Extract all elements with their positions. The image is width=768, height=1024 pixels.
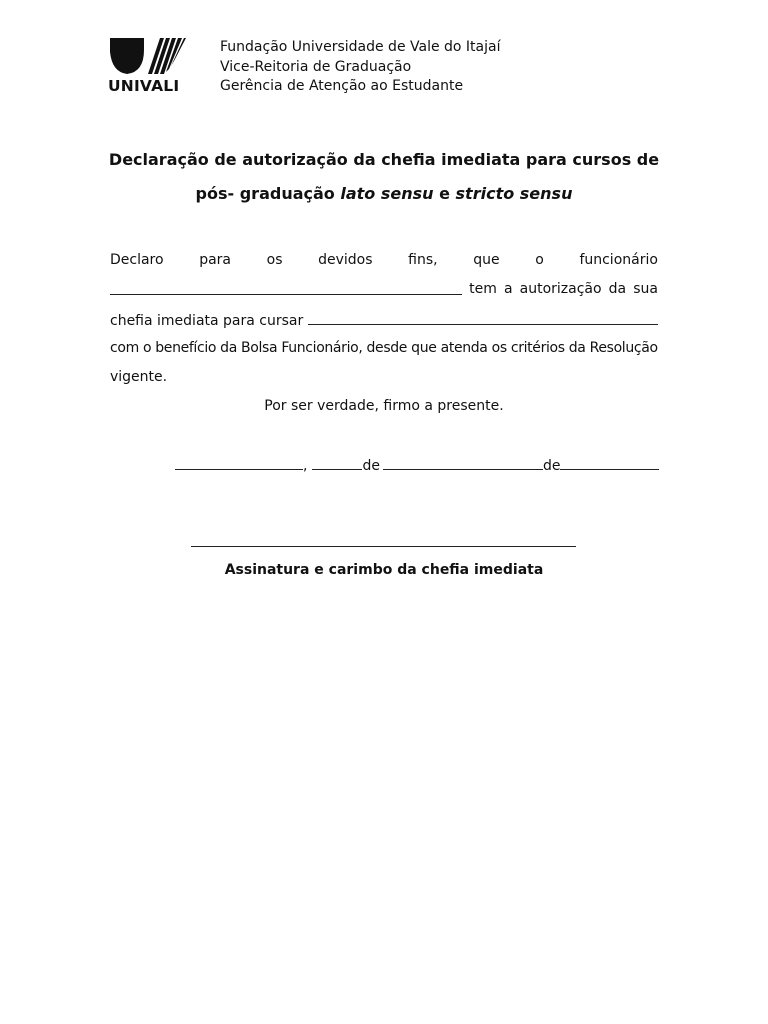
course-name-blank[interactable] — [308, 310, 658, 325]
org-line-foundation: Fundação Universidade de Vale do Itajaí — [220, 39, 501, 55]
title-conjunction: e — [433, 184, 456, 203]
univali-logo-mark — [108, 38, 188, 76]
word: da — [608, 281, 627, 297]
body-line-3 — [110, 310, 658, 330]
word: tem — [469, 281, 497, 297]
employee-name-blank[interactable] — [110, 280, 462, 295]
date-de-1: de — [362, 458, 380, 474]
body-line-2 — [110, 280, 658, 298]
word: devidos — [318, 252, 373, 268]
signature-line[interactable] — [191, 545, 576, 547]
word: os — [266, 252, 283, 268]
title-lato-sensu: lato sensu — [340, 184, 434, 203]
body-line-4: com o benefício da Bolsa Funcionário, desde que atenda os critérios da Resolução — [110, 340, 658, 356]
word: funcionário — [579, 252, 658, 268]
org-line-management: Gerência de Atenção ao Estudante — [220, 78, 464, 94]
word: o — [535, 252, 544, 268]
word: a — [503, 281, 513, 297]
word: fins, — [408, 252, 438, 268]
city-blank[interactable] — [175, 455, 303, 470]
word: autorização — [519, 281, 602, 297]
year-blank[interactable] — [560, 455, 659, 470]
logo-wordmark: UNIVALI — [108, 77, 180, 95]
body-line-5: vigente. — [110, 369, 168, 385]
closing-statement: Por ser verdade, firmo a presente. — [264, 398, 504, 414]
month-blank[interactable] — [383, 455, 543, 470]
signature-caption: Assinatura e carimbo da chefia imediata — [224, 562, 544, 578]
univali-logo — [108, 38, 188, 96]
date-line — [175, 455, 659, 475]
document-title-line2 — [100, 184, 668, 204]
word: para — [199, 252, 232, 268]
word: Declaro — [110, 252, 164, 268]
document-title-line1: Declaração de autorização da chefia imediata para cursos de — [108, 150, 660, 169]
course-label: chefia imediata para cursar — [110, 313, 304, 329]
organization-block — [220, 38, 501, 97]
body-line-1 — [110, 251, 658, 269]
date-de-2: de — [542, 458, 561, 474]
date-comma: , — [303, 458, 308, 474]
word: que — [473, 252, 500, 268]
day-blank[interactable] — [312, 455, 362, 470]
word: sua — [633, 281, 658, 297]
title-prefix: pós- graduação — [195, 184, 341, 203]
title-stricto-sensu: stricto sensu — [455, 184, 573, 203]
org-line-vice-rectory: Vice-Reitoria de Graduação — [220, 58, 412, 75]
